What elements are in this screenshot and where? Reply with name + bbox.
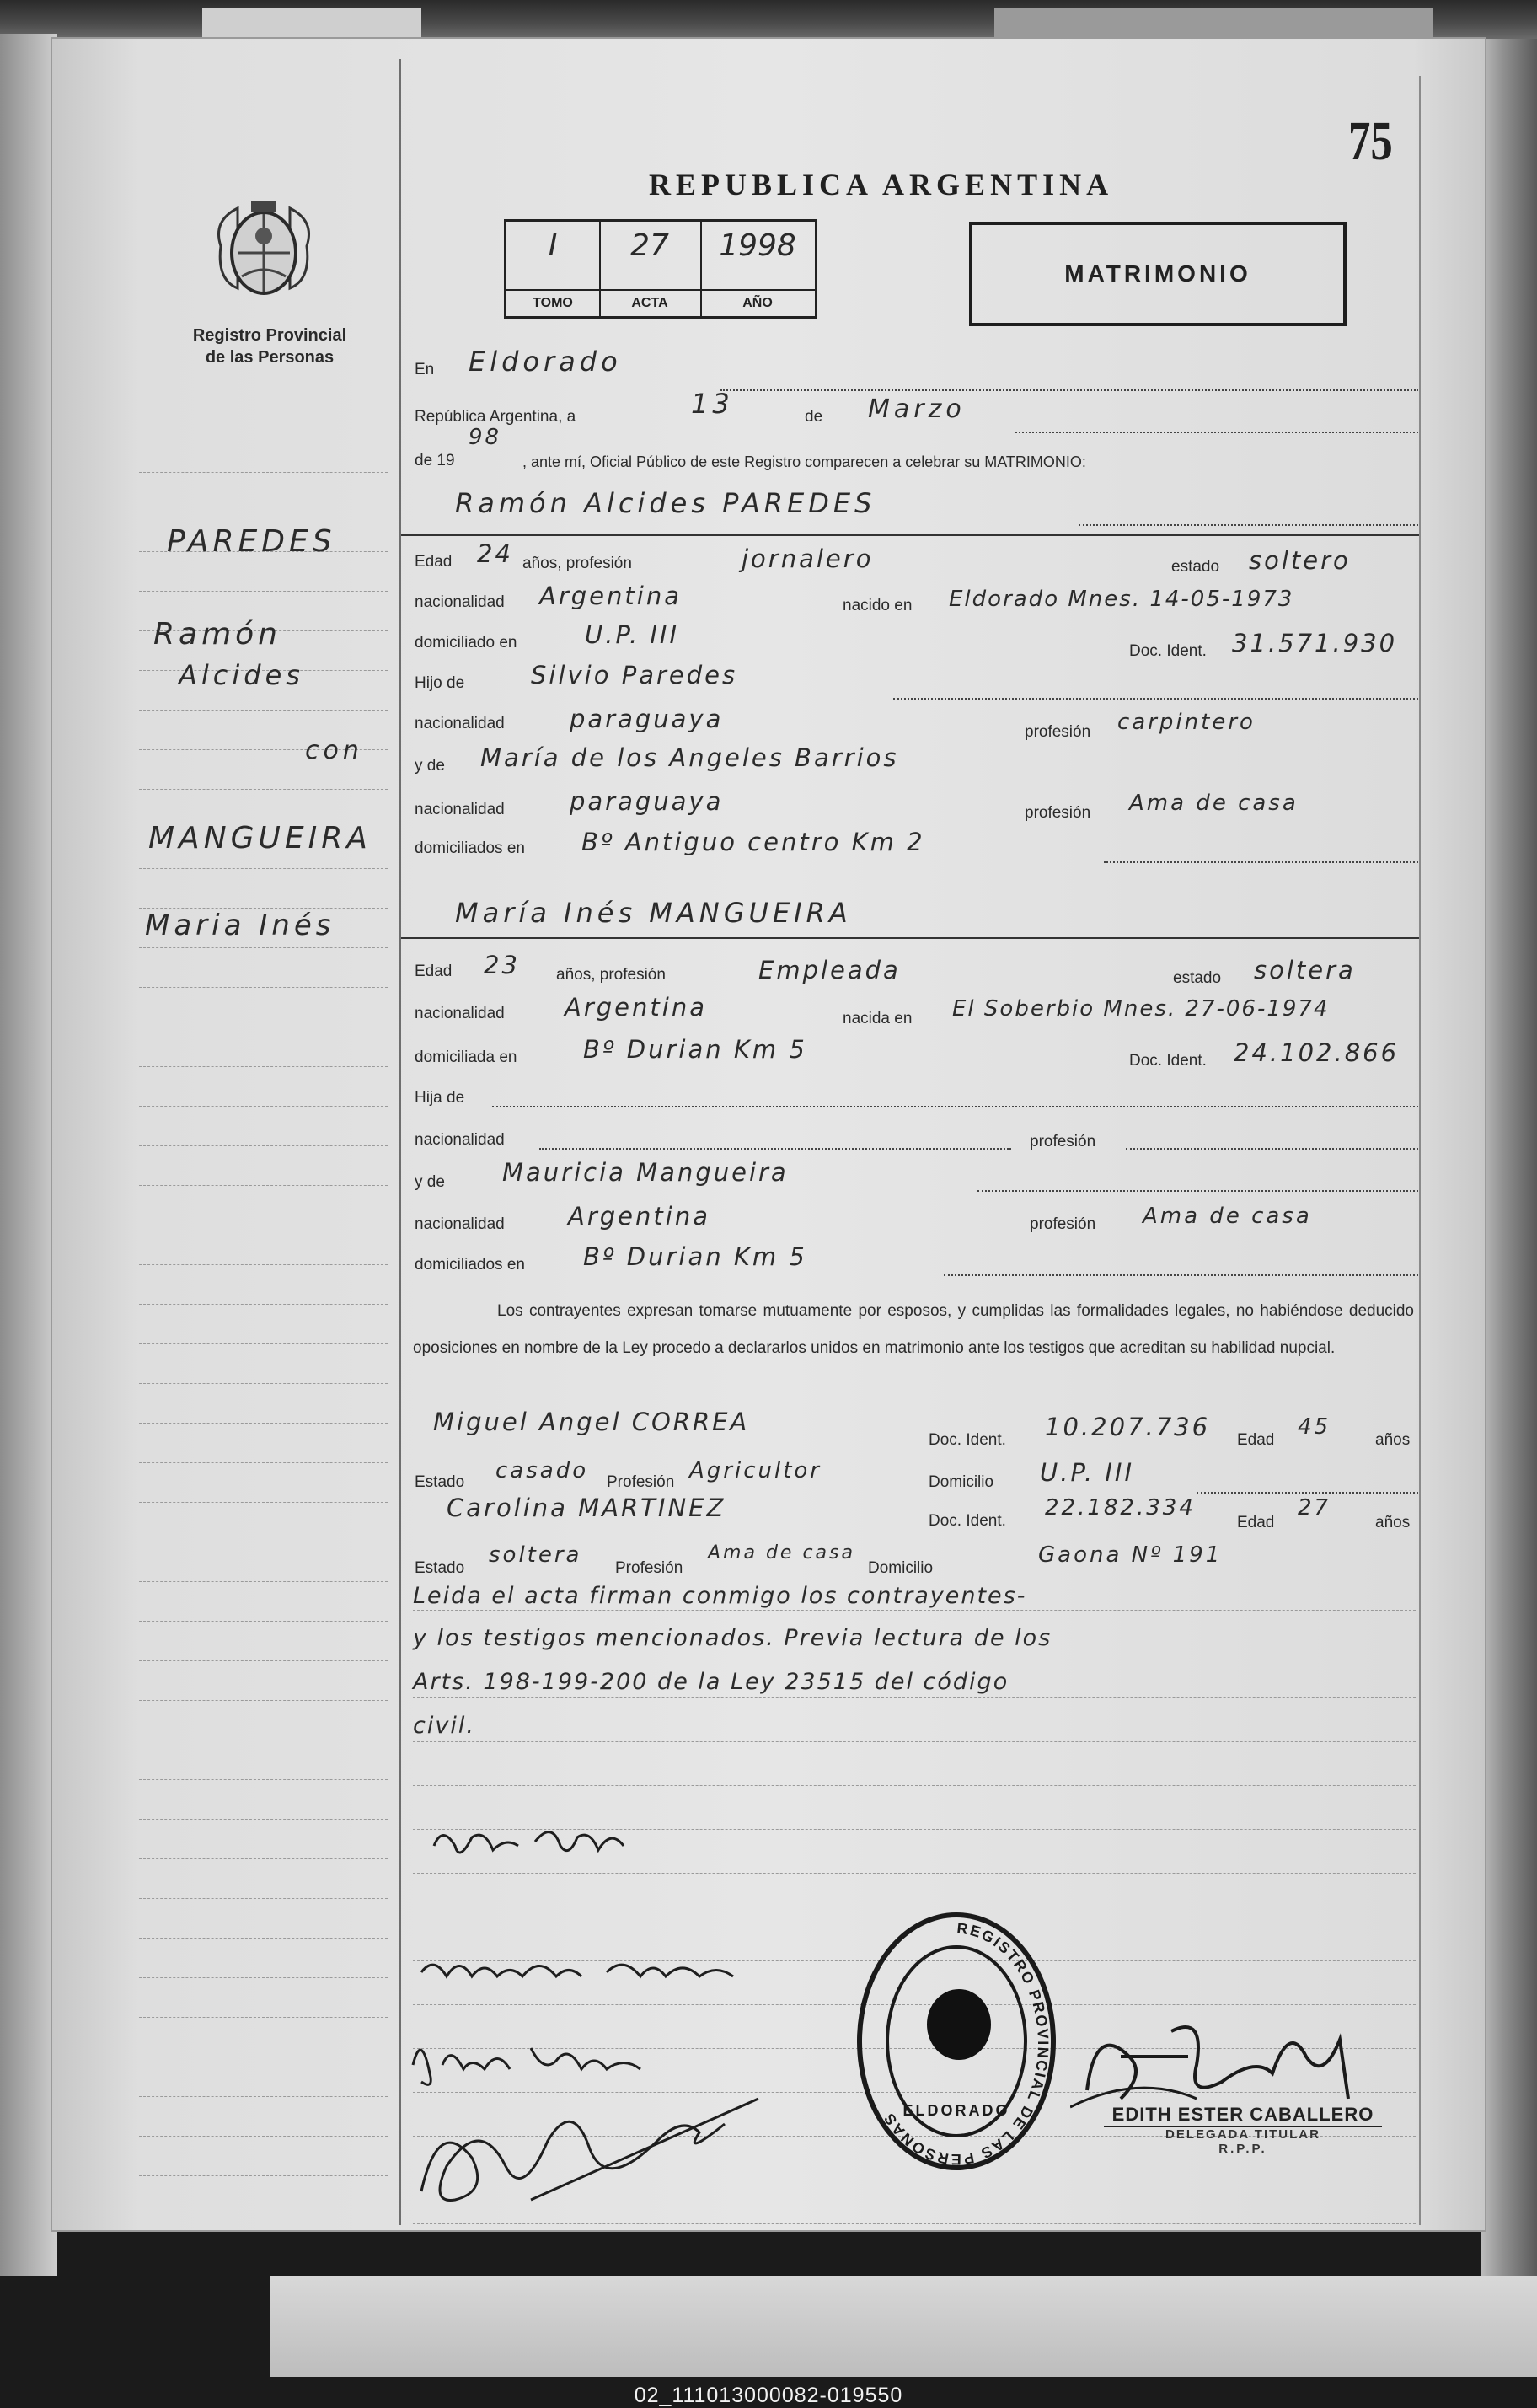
bride-madre: Mauricia Mangueira: [502, 1158, 789, 1187]
margin-divider: [399, 59, 401, 2225]
margin-rule: [139, 1700, 388, 1701]
bride-madre-label: y de: [415, 1173, 445, 1191]
witness2-estado-label: Estado: [415, 1559, 465, 1577]
page-number: 75: [1348, 110, 1393, 172]
margin-groom-given2: Alcides: [179, 659, 304, 691]
bride-nacionalidad: Argentina: [565, 993, 707, 1022]
margin-rule: [139, 1977, 388, 1978]
groom-edad: 24: [477, 539, 513, 568]
image-caption: 02_111013000082-019550: [634, 2384, 903, 2407]
acta-value: 27: [630, 228, 669, 263]
day-value: 13: [691, 388, 734, 420]
groom-signature: [426, 1812, 645, 1880]
groom-profesion: jornalero: [742, 544, 874, 573]
witness1-edad-label: Edad: [1237, 1431, 1275, 1449]
groom-separator: [401, 534, 1419, 536]
margin-rule: [139, 947, 388, 948]
official-name-stamp: [1104, 2104, 1382, 2156]
margin-rule: [139, 1621, 388, 1622]
registry-name: [156, 324, 383, 368]
margin-rule: [139, 2017, 388, 2018]
tomo-label: TOMO: [506, 289, 599, 316]
witness2-domicilio: Gaona Nº 191: [1038, 1542, 1223, 1568]
groom-doc: 31.571.930: [1232, 629, 1398, 657]
witness1-domicilio-label: Domicilio: [929, 1473, 994, 1491]
republica-label: República Argentina, a: [415, 408, 576, 426]
closing-note-line1: Leida el acta firman conmigo los contrayentes-: [413, 1583, 1027, 1609]
main-rule: [413, 1610, 1416, 1611]
witness2-doc-label: Doc. Ident.: [929, 1512, 1006, 1530]
margin-rule: [139, 472, 388, 473]
bride-padre-nac-line: [539, 1148, 1011, 1150]
witness1-name: Miguel Angel CORREA: [433, 1408, 750, 1436]
official-name: EDITH ESTER CABALLERO: [1104, 2104, 1382, 2127]
groom-nacionalidad: Argentina: [539, 582, 682, 610]
witness1-profesion-label: Profesión: [607, 1473, 675, 1491]
bride-estado-label: estado: [1173, 969, 1222, 987]
margin-rule: [139, 1502, 388, 1503]
witness2-domicilio-label: Domicilio: [868, 1559, 934, 1577]
margin-rule: [139, 1264, 388, 1265]
bride-profesion: Empleada: [758, 956, 901, 984]
margin-rule: [139, 987, 388, 988]
margin-groom-given1: Ramón: [153, 617, 281, 652]
bride-padre-label: Hija de: [415, 1089, 465, 1107]
groom-nacido: Eldorado Mnes. 14-05-1973: [949, 587, 1294, 612]
groom-madre: María de los Angeles Barrios: [480, 743, 899, 772]
groom-padre-line: [893, 698, 1418, 700]
bride-domicilio: Bº Durian Km 5: [583, 1035, 807, 1064]
witness1-edad: 45: [1298, 1414, 1331, 1440]
anio-value: 1998: [719, 228, 796, 263]
anio-cell: [700, 222, 815, 316]
tomo-value: I: [548, 228, 558, 263]
en-label: En: [415, 361, 435, 378]
margin-rule: [139, 710, 388, 711]
bride-estado: soltera: [1254, 956, 1356, 984]
groom-padres-dom-line: [1104, 861, 1418, 863]
groom-profesion-label: años, profesión: [522, 555, 632, 572]
bride-madre-nac-label: nacionalidad: [415, 1215, 505, 1233]
margin-bride-given: Maria Inés: [145, 909, 335, 942]
margin-connector: con: [305, 736, 363, 765]
margin-rule: [139, 2096, 388, 2097]
witness2-edad: 27: [1298, 1495, 1331, 1520]
margin-rule: [139, 1343, 388, 1344]
margin-rule: [139, 1106, 388, 1107]
groom-padre: Silvio Paredes: [531, 661, 738, 689]
closing-note-line2: y los testigos mencionados. Previa lectura de los: [413, 1625, 1052, 1651]
bride-padre-prof-label: profesión: [1030, 1133, 1096, 1150]
bride-madre-prof-label: profesión: [1030, 1215, 1096, 1233]
bride-signature: [413, 1939, 750, 1998]
groom-signature-text: Ramón Paredes: [451, 1874, 458, 1875]
margin-rule: [139, 789, 388, 790]
witness2-anos-label: años: [1375, 1514, 1411, 1531]
margin-bride-surname: MANGUEIRA: [148, 821, 372, 855]
groom-estado-label: estado: [1171, 558, 1220, 576]
groom-madre-label: y de: [415, 757, 445, 775]
tomo-cell: [506, 222, 601, 316]
provincial-coat-of-arms: [204, 196, 324, 305]
right-page-edge: [1481, 39, 1537, 2281]
witness1-signature-text: Miguel Correa: [430, 2097, 436, 2098]
groom-dom-label: domiciliado en: [415, 634, 517, 652]
registry-name-line1: Registro Provincial: [192, 326, 347, 345]
bride-madre-line: [977, 1190, 1418, 1192]
year-value: 98: [469, 425, 502, 450]
de-label: de: [805, 408, 823, 426]
bottom-page-strip: [270, 2276, 1537, 2377]
margin-rule: [139, 1423, 388, 1424]
official-registry-seal: [851, 1907, 1062, 2176]
margin-rule: [139, 1066, 388, 1067]
bride-doc-label: Doc. Ident.: [1129, 1052, 1207, 1070]
witness1-doc: 10.207.736: [1045, 1413, 1211, 1441]
bride-nac-label: nacionalidad: [415, 1005, 505, 1022]
month-value: Marzo: [868, 394, 966, 424]
margin-rule: [139, 2175, 388, 2176]
margin-rule: [139, 2136, 388, 2137]
witness1-profesion: Agricultor: [689, 1458, 822, 1483]
acta-label: ACTA: [599, 289, 700, 316]
witness1-doc-label: Doc. Ident.: [929, 1431, 1006, 1449]
closing-note-line4: civil.: [413, 1713, 475, 1739]
witness2-profesion: Ama de casa: [708, 1542, 855, 1563]
declaration-paragraph: Los contrayentes expresan tomarse mutuamente por esposos, y cumplidas las formalidades legales, no habiéndose deducido oposiciones en nombre de la Ley procedo a declararlos unidos en matrimonio ante los testigos que acreditan su habilidad nupcial.: [413, 1302, 1414, 1357]
month-line: [1015, 432, 1418, 433]
bride-edad-label: Edad: [415, 963, 453, 980]
top-background-strip: [0, 0, 1537, 39]
witness2-signature: [404, 2065, 775, 2225]
witness1-anos-label: años: [1375, 1431, 1411, 1449]
margin-rule: [139, 1898, 388, 1899]
groom-padre-label: Hijo de: [415, 674, 465, 692]
witness1-domicilio-line: [1197, 1492, 1418, 1494]
bride-edad: 23: [484, 951, 520, 979]
tomo-acta-anio-box: [504, 219, 817, 319]
seal-ring-text: REGISTRO PROVINCIAL DE LAS PERSONAS: [880, 1919, 1052, 2169]
groom-madre-prof-label: profesión: [1025, 804, 1091, 822]
bride-dom-label: domiciliada en: [415, 1048, 517, 1066]
bride-separator: [401, 937, 1419, 939]
closing-note-line3: Arts. 198-199-200 de la Ley 23515 del código: [413, 1669, 1009, 1695]
groom-padre-nac-label: nacionalidad: [415, 715, 505, 732]
groom-padres-dom: Bº Antiguo centro Km 2: [581, 828, 925, 856]
margin-rule: [139, 1304, 388, 1305]
margin-rule: [139, 1819, 388, 1820]
bride-signature-text: Mangueira María: [438, 1996, 445, 1997]
groom-doc-label: Doc. Ident.: [1129, 642, 1207, 660]
bride-full-name: María Inés MANGUEIRA: [455, 897, 852, 929]
witness2-estado: soltera: [489, 1542, 582, 1568]
groom-nacido-label: nacido en: [843, 597, 913, 614]
groom-padre-prof: carpintero: [1117, 710, 1256, 735]
groom-edad-label: Edad: [415, 553, 453, 571]
margin-rule: [139, 1858, 388, 1859]
groom-padres-dom-label: domiciliados en: [415, 839, 525, 857]
bride-padres-dom: Bº Durian Km 5: [583, 1242, 807, 1271]
seal-center-text: ELDORADO: [902, 2102, 1010, 2119]
margin-rule: [139, 1581, 388, 1582]
year-label: de 19: [415, 452, 455, 469]
bride-profesion-label: años, profesión: [556, 966, 666, 984]
groom-full-name: Ramón Alcides PAREDES: [455, 487, 876, 519]
margin-rule: [139, 1462, 388, 1463]
witness1-domicilio: U.P. III: [1040, 1458, 1135, 1487]
margin-rule: [139, 1185, 388, 1186]
official-title: DELEGADA TITULAR: [1165, 2127, 1320, 2142]
bride-nacida-label: nacida en: [843, 1010, 913, 1027]
bride-padres-dom-line: [944, 1274, 1418, 1276]
margin-rule: [139, 1938, 388, 1939]
bride-doc: 24.102.866: [1234, 1038, 1400, 1067]
main-rule: [413, 1785, 1416, 1786]
groom-madre-prof: Ama de casa: [1129, 791, 1299, 816]
place-value: Eldorado: [469, 346, 622, 378]
margin-rule: [139, 1383, 388, 1384]
witness2-edad-label: Edad: [1237, 1514, 1275, 1531]
witness2-profesion-label: Profesión: [615, 1559, 683, 1577]
acta-cell: [599, 222, 702, 316]
groom-estado: soltero: [1249, 546, 1351, 575]
bride-padre-line: [492, 1106, 1418, 1107]
record-type-box: MATRIMONIO: [969, 222, 1347, 326]
bride-padres-dom-label: domiciliados en: [415, 1256, 525, 1274]
official-office: R.P.P.: [1218, 2142, 1267, 2156]
margin-groom-surname: PAREDES: [167, 524, 336, 559]
main-rule: [413, 1697, 1416, 1698]
margin-rule: [139, 591, 388, 592]
bride-padre-nac-label: nacionalidad: [415, 1131, 505, 1149]
country-title: REPUBLICA ARGENTINA: [649, 168, 1114, 201]
groom-padre-prof-label: profesión: [1025, 723, 1091, 741]
margin-rule: [139, 1779, 388, 1780]
groom-madre-nac-label: nacionalidad: [415, 801, 505, 818]
main-rule: [413, 1741, 1416, 1742]
left-page-edge: [0, 34, 57, 2276]
groom-domicilio: U.P. III: [585, 620, 680, 649]
right-margin-line: [1419, 76, 1421, 2225]
bride-padre-prof-line: [1126, 1148, 1418, 1150]
margin-rule: [139, 1145, 388, 1146]
witness2-name: Carolina MARTINEZ: [447, 1494, 726, 1522]
witness2-doc: 22.182.334: [1045, 1495, 1196, 1520]
groom-padre-nac: paraguaya: [570, 705, 724, 733]
anio-label: AÑO: [700, 289, 815, 316]
intro-text: , ante mí, Oficial Público de este Registro comparecen a celebrar su MATRIMONIO:: [522, 453, 1086, 470]
place-line: [720, 389, 1418, 391]
margin-rule: [139, 1660, 388, 1661]
bride-madre-nac: Argentina: [568, 1202, 710, 1231]
groom-name-line: [1079, 524, 1418, 526]
bride-nacida: El Soberbio Mnes. 27-06-1974: [952, 996, 1330, 1022]
registry-name-line2: de las Personas: [205, 348, 335, 367]
witness1-estado-label: Estado: [415, 1473, 465, 1491]
bride-madre-prof: Ama de casa: [1143, 1204, 1312, 1229]
margin-rule: [139, 868, 388, 869]
groom-madre-nac: paraguaya: [570, 787, 724, 816]
witness1-estado: casado: [495, 1458, 589, 1483]
groom-nac-label: nacionalidad: [415, 593, 505, 611]
